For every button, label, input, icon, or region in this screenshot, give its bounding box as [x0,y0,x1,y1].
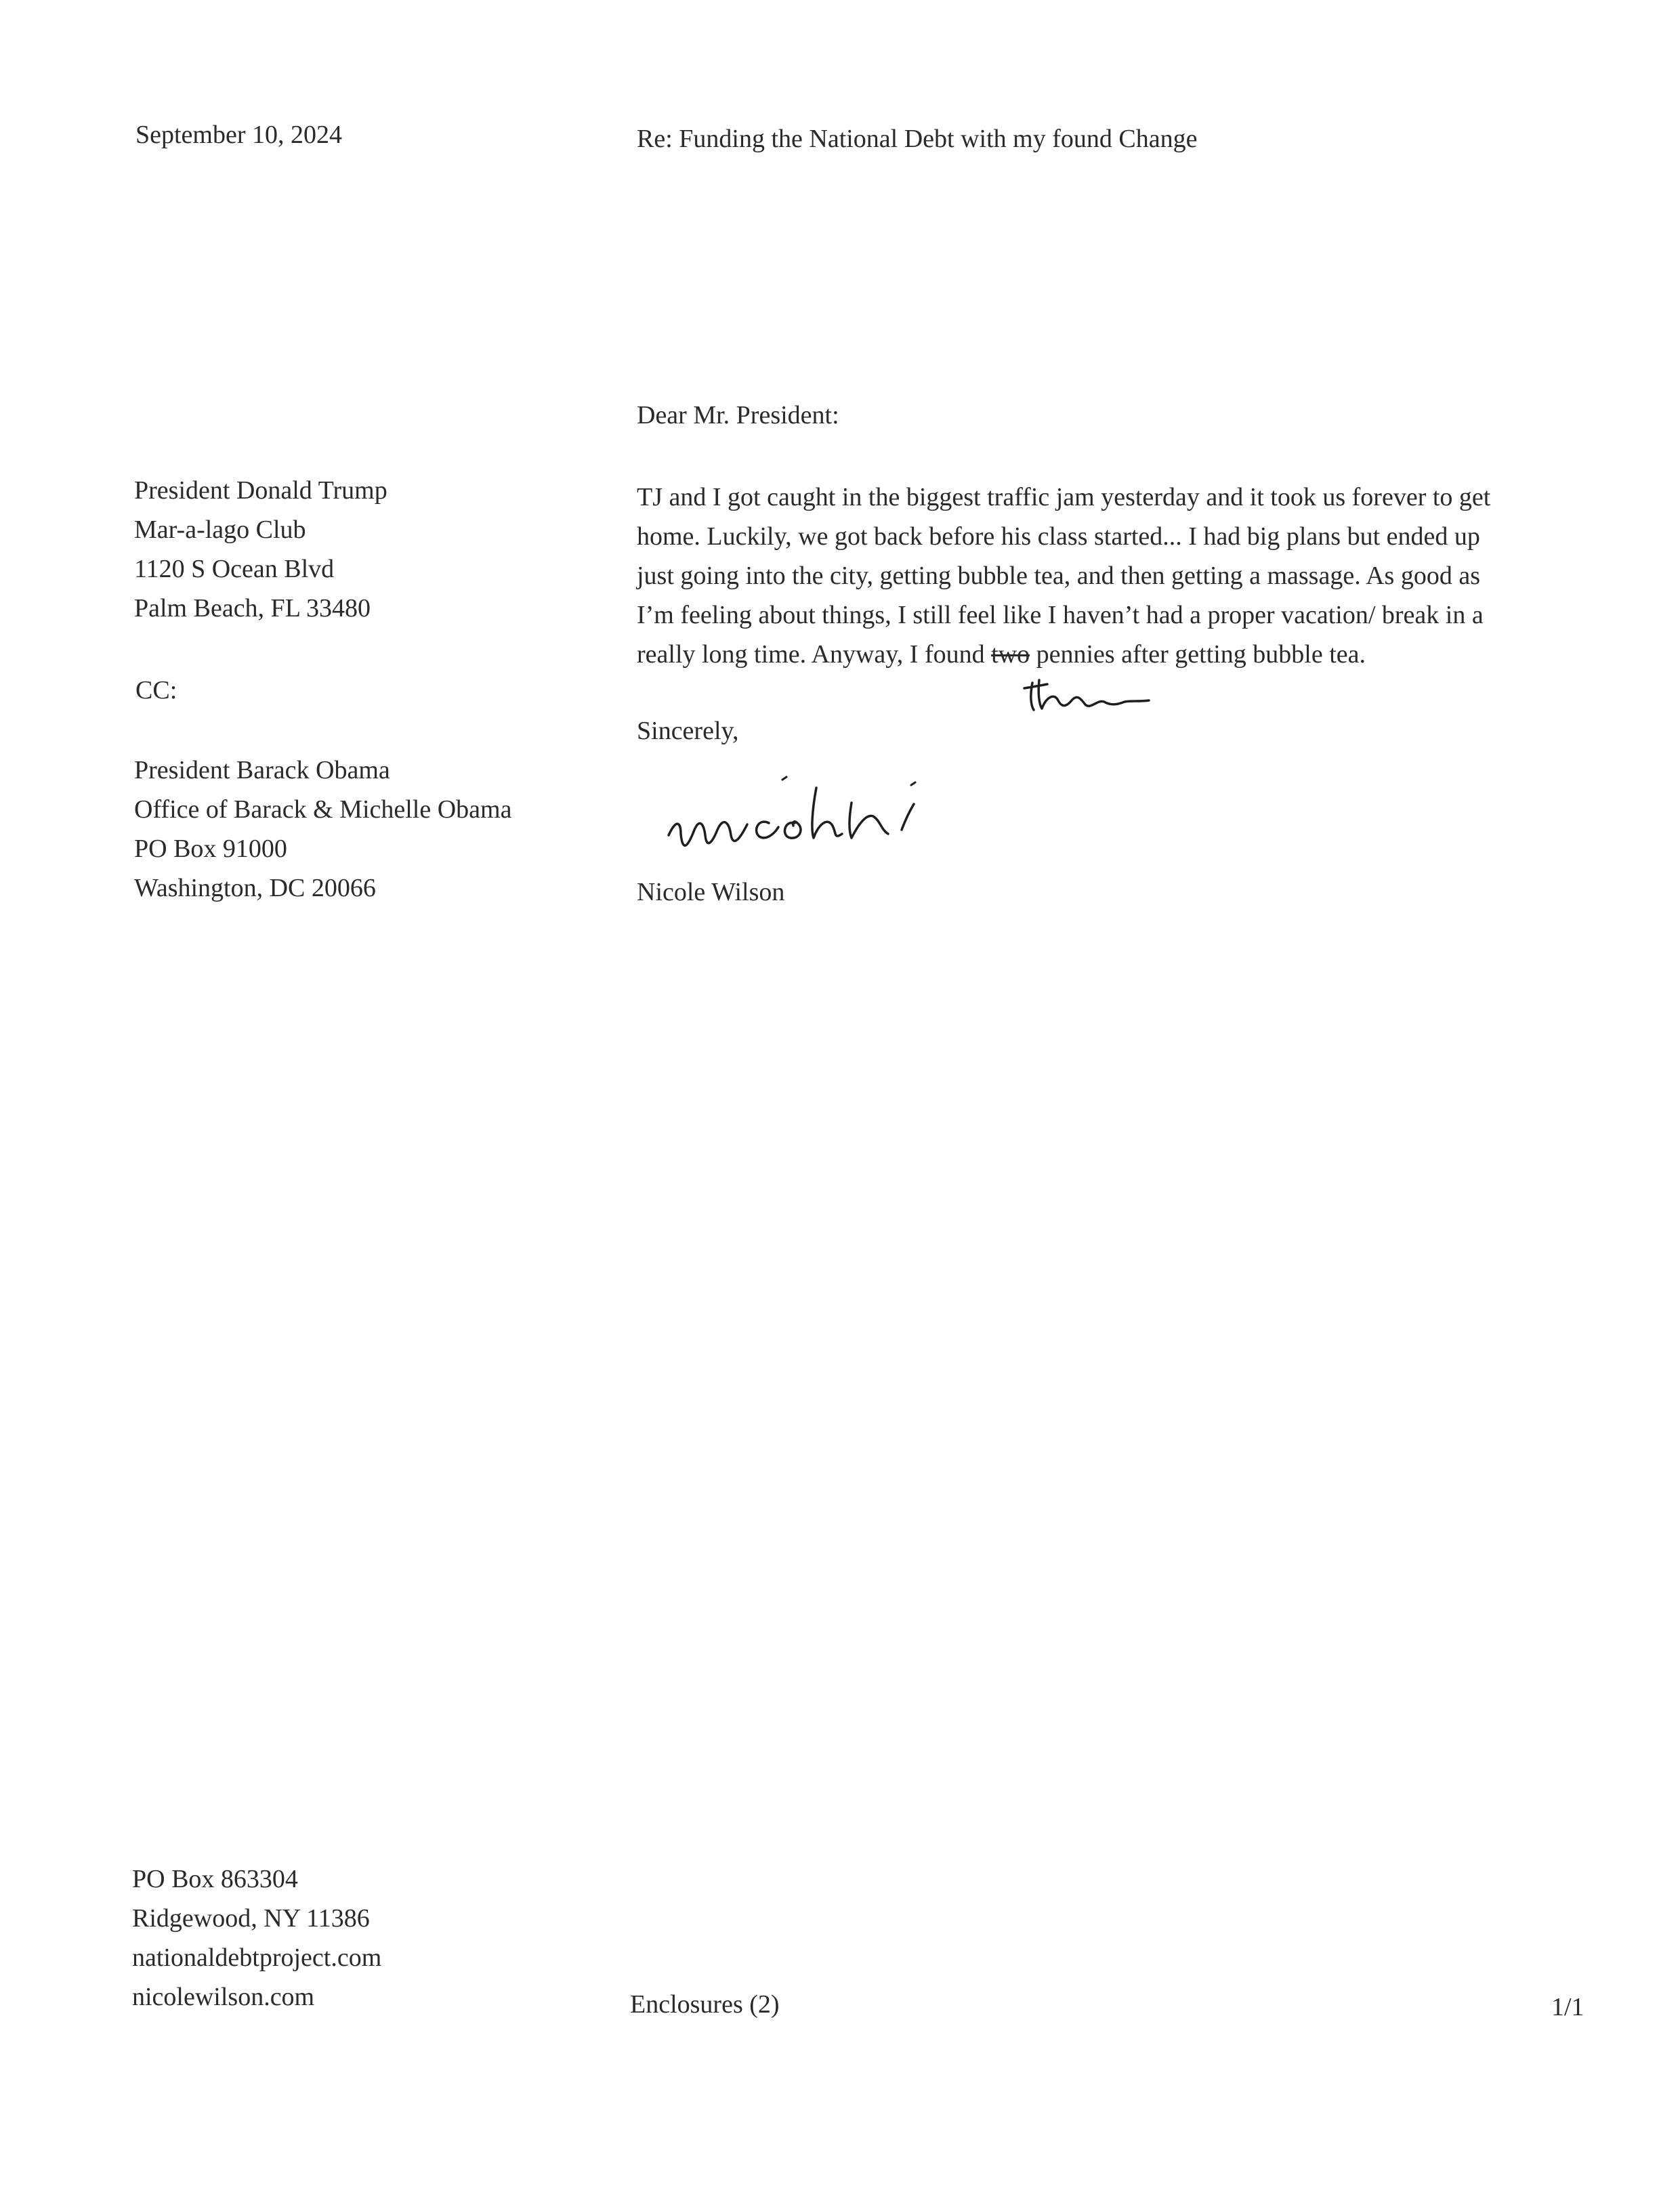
letter-body [637,478,1585,674]
recipient-line: Palm Beach, FL 33480 [134,594,371,623]
subject-line: Re: Funding the National Debt with my found Change [637,125,1198,153]
body-line-last [637,635,1585,674]
body-line: I’m feeling about things, I still feel like I haven’t had a proper vacation/ break in a [637,601,1484,629]
body-text-after-strike: pennies after getting bubble tea. [1030,640,1366,669]
sender-line: PO Box 863304 [132,1865,298,1893]
body-line: TJ and I got caught in the biggest traffic jam yesterday and it took us forever to get [637,483,1491,511]
sender-website-link[interactable]: nicolewilson.com [132,1983,315,2011]
body-line: home. Luckily, we got back before his class started... I had big plans but ended up [637,522,1480,551]
cc-line: Washington, DC 20066 [134,874,376,902]
body-text-before-strike: really long time. Anyway, I found [637,640,992,669]
cc-line: President Barack Obama [134,756,390,784]
enclosures-note: Enclosures (2) [630,1990,780,2019]
printed-name: Nicole Wilson [637,878,785,906]
sender-website-link[interactable]: nationaldebtproject.com [132,1943,382,1972]
recipient-line: 1120 S Ocean Blvd [134,555,335,583]
recipient-address [134,478,387,635]
cc-line: Office of Barack & Michelle Obama [134,795,512,824]
cc-label: CC: [135,676,177,704]
salutation: Dear Mr. President: [637,401,839,429]
recipient-line: Mar-a-lago Club [134,516,306,544]
sender-line: Ridgewood, NY 11386 [132,1904,370,1933]
cc-line: PO Box 91000 [134,835,287,863]
letter-date: September 10, 2024 [135,121,343,149]
handwritten-correction [1023,671,1152,718]
struck-word: two [991,640,1030,669]
signature [667,769,1020,870]
page-number: 1/1 [1551,1993,1584,2021]
cc-address [134,757,511,914]
closing: Sincerely, [637,717,739,745]
recipient-line: President Donald Trump [134,476,387,505]
sender-address [132,1866,381,2023]
body-line: just going into the city, getting bubble tea, and then getting a massage. As good as [637,562,1480,590]
